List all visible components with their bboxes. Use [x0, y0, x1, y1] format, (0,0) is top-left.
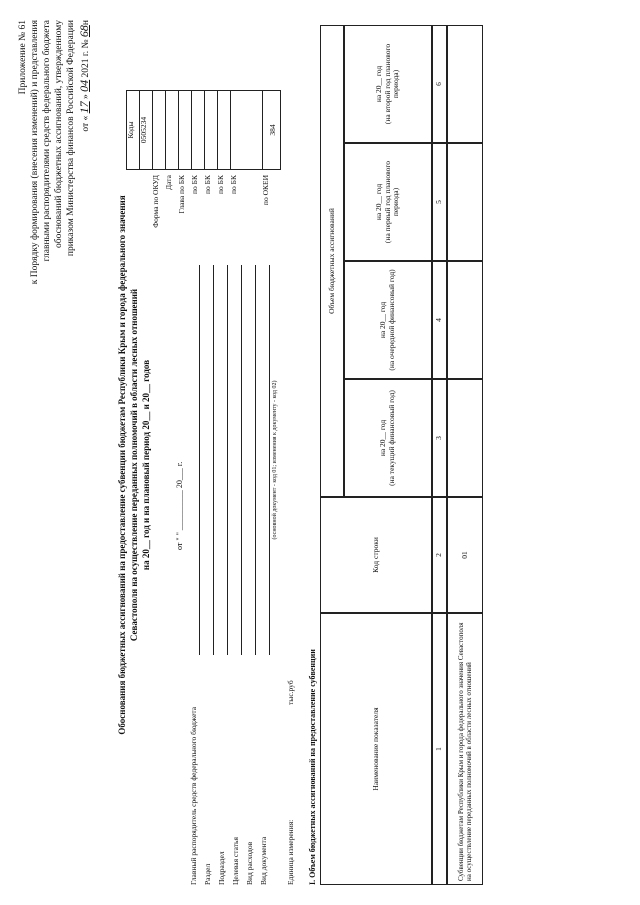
col-number: 1	[432, 613, 447, 885]
glava-code	[166, 91, 179, 169]
col-number: 5	[432, 143, 447, 261]
field-label: Целевая статья	[231, 837, 240, 885]
doc-type-code	[231, 91, 263, 169]
header-year-next: на 20__ год (на очередной финансовый год)	[344, 261, 432, 379]
razdel-code	[179, 91, 192, 169]
appendix-number: Приложение № 61	[18, 20, 28, 95]
section-heading: I. Объем бюджетных ассигнований на предоставление субвенции	[308, 649, 317, 885]
field-underline	[213, 265, 214, 655]
field-label: Вид расходов	[245, 841, 254, 885]
table-cell[interactable]	[447, 25, 483, 143]
field-underline	[255, 265, 256, 655]
header-name: Наименование показателя	[320, 613, 432, 885]
code-label: по БК	[229, 175, 238, 194]
okud-label: Форма по ОКУД	[151, 175, 160, 228]
col-number: 6	[432, 25, 447, 143]
okei-code: 384	[268, 124, 277, 136]
document-title: Обоснования бюджетных ассигнований на предоставление субвенции бюджетам Республики Крым и города федерального значения Севастополя на осуществление переданных полномочий в области лесных отношений на 20__ год и на плановый период 20__ и 20__ годов	[117, 195, 152, 735]
header-group: Объем бюджетных ассигнований	[320, 25, 344, 497]
podrazdel-code	[192, 91, 205, 169]
table-row-name: Субвенции бюджетам Республики Крым и города федерального значения Севастополя на осуществление переданных полномочий в области лесных отношений	[447, 613, 483, 885]
okei-label: по ОКЕИ	[261, 175, 270, 206]
code-label: по БК	[216, 175, 225, 194]
field-underline	[241, 265, 242, 655]
codes-header: Коды	[127, 91, 140, 169]
appendix-line: главными распорядителями средств федерального бюджета	[41, 20, 52, 262]
col-number: 3	[432, 379, 447, 497]
date-line: от " " __________ 20___ г.	[175, 461, 184, 550]
col-number: 4	[432, 261, 447, 379]
header-year-current: на 20__ год (на текущий финансовый год)	[344, 379, 432, 497]
code-label: по БК	[190, 175, 199, 194]
appendix-line: приказом Министерства финансов Российской Федерации	[65, 20, 76, 257]
appendix-line: обоснований бюджетных ассигнований, утвержденному	[53, 20, 64, 248]
unit-label: Единица измерения:	[286, 819, 295, 885]
appendix-block	[18, 20, 93, 380]
field-label: Главный распорядитель средств федерального бюджета	[189, 706, 198, 885]
doc-type-caption: (основной документ - код 01; изменения к документу - код 02)	[272, 380, 278, 540]
handwritten-day: 17	[77, 101, 92, 114]
field-label: Подраздел	[217, 851, 226, 885]
handwritten-number: 68	[77, 25, 92, 38]
header-year-plan1: на 20__ год (на первый год планового периода)	[344, 143, 432, 261]
col-number: 2	[432, 497, 447, 613]
field-underline	[269, 265, 270, 655]
field-underline	[227, 265, 228, 655]
expense-code	[218, 91, 231, 169]
field-underline	[199, 265, 200, 655]
table-cell[interactable]	[447, 261, 483, 379]
date-code	[153, 91, 166, 169]
table-row-code: 01	[447, 497, 483, 613]
code-label: по БК	[203, 175, 212, 194]
target-code	[205, 91, 218, 169]
code-label: Глава по БК	[177, 175, 186, 214]
table-cell[interactable]	[447, 143, 483, 261]
date-label: Дата	[164, 175, 173, 190]
allocation-table	[320, 25, 620, 885]
field-label: Раздел	[203, 863, 212, 885]
codes-box	[126, 90, 281, 170]
header-year-plan2: на 20__ год (на второй год планового периода)	[344, 25, 432, 143]
handwritten-month: 04	[77, 79, 92, 92]
field-label: Вид документа	[259, 836, 268, 885]
table-cell[interactable]	[447, 379, 483, 497]
appendix-date: от « 17 » 04 2021 г. № 68н	[77, 20, 92, 132]
appendix-line: к Порядку формирования (внесения изменений) и представления	[29, 20, 40, 285]
okud-code: 0505234	[140, 91, 153, 169]
unit-value: тыс.руб	[286, 680, 295, 705]
header-code: Код строки	[320, 497, 432, 613]
